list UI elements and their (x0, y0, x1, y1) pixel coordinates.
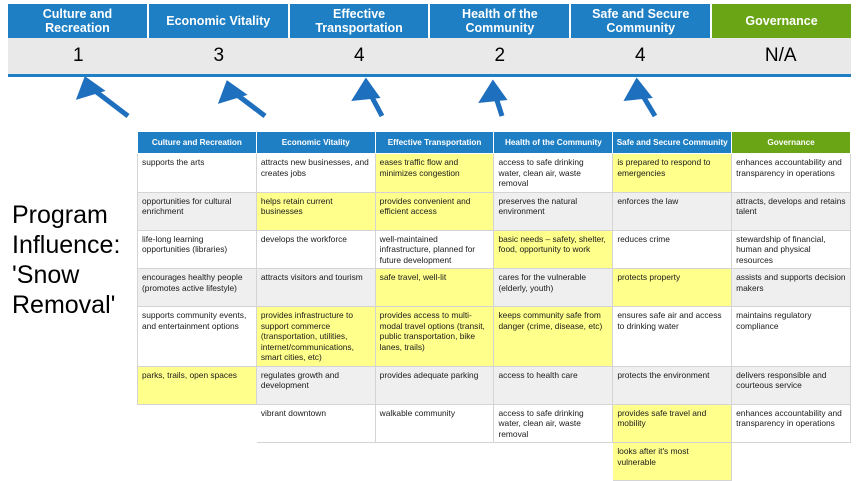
header-column-4: Safe and Secure Community (571, 4, 712, 38)
matrix-cell-r2-c4: reduces crime (613, 230, 732, 269)
matrix-cell-r7-c3 (494, 443, 613, 481)
matrix-cell-r4-c2: provides access to multi-modal travel options (transit, public transportation, bike lanes, trails) (375, 307, 494, 367)
matrix-cell-r4-c5: maintains regulatory compliance (732, 307, 851, 367)
matrix-cell-r3-c3: cares for the vulnerable (elderly, youth) (494, 269, 613, 307)
table-row (138, 366, 851, 404)
matrix-column-header-5: Governance (732, 132, 851, 154)
matrix-cell-r4-c4: ensures safe air and access to drinking water (613, 307, 732, 367)
table-row (138, 443, 851, 481)
header-column-3: Health of the Community (430, 4, 571, 38)
matrix-cell-r0-c4: is prepared to respond to emergencies (613, 154, 732, 193)
matrix-cell-r3-c0: encourages healthy people (promotes active lifestyle) (138, 269, 257, 307)
matrix-cell-r5-c0: parks, trails, open spaces (138, 366, 257, 404)
table-row (138, 230, 851, 269)
matrix-cell-r4-c1: provides infrastructure to support commerce (transportation, utilities, internet/communications, smart cities, etc) (256, 307, 375, 367)
page-title: Program Influence: 'Snow Removal' (12, 201, 121, 319)
matrix-cell-r5-c1: regulates growth and development (256, 366, 375, 404)
matrix-cell-r1-c5: attracts, develops and retains talent (732, 192, 851, 230)
matrix-cell-r3-c4: protects property (613, 269, 732, 307)
matrix-column-header-0: Culture and Recreation (138, 132, 257, 154)
matrix-cell-r2-c5: stewardship of financial, human and physical resources (732, 230, 851, 269)
matrix-column-header-1: Economic Vitality (256, 132, 375, 154)
matrix-cell-r1-c1: helps retain current businesses (256, 192, 375, 230)
header-column-0: Culture and Recreation (8, 4, 149, 38)
score-link-arrows (0, 76, 859, 131)
matrix-header-row (138, 132, 851, 154)
matrix-cell-r5-c3: access to health care (494, 366, 613, 404)
score-value-2: 4 (353, 45, 365, 66)
matrix-cell-r1-c3: preserves the natural environment (494, 192, 613, 230)
matrix-cell-r7-c0 (138, 443, 257, 481)
matrix-cell-r1-c2: provides convenient and efficient access (375, 192, 494, 230)
matrix-cell-r2-c2: well-maintained infrastructure, planned for future development (375, 230, 494, 269)
matrix-cell-r6-c5: enhances accountability and transparency in operations (732, 404, 851, 443)
matrix-cell-r6-c3: access to safe drinking water, clean air, waste removal (494, 404, 613, 443)
matrix-cell-r6-c2: walkable community (375, 404, 494, 443)
matrix-column-header-4: Safe and Secure Community (613, 132, 732, 154)
matrix-cell-r7-c4: looks after it's most vulnerable (613, 443, 732, 481)
scorecard-score-band (8, 38, 851, 77)
matrix-cell-r4-c3: keeps community safe from danger (crime, disease, etc) (494, 307, 613, 367)
matrix-cell-r0-c5: enhances accountability and transparency in operations (732, 154, 851, 193)
table-row (138, 269, 851, 307)
matrix-body (138, 154, 851, 481)
matrix-cell-r3-c2: safe travel, well-lit (375, 269, 494, 307)
header-column-5: Governance (712, 4, 851, 38)
table-row (138, 307, 851, 367)
score-value-3: 2 (494, 45, 506, 66)
matrix-cell-r5-c5: delivers responsible and courteous service (732, 366, 851, 404)
matrix-cell-r4-c0: supports community events, and entertainment options (138, 307, 257, 367)
matrix-cell-r7-c1 (256, 443, 375, 481)
score-value-4: 4 (634, 45, 646, 66)
matrix-cell-r2-c0: life-long learning opportunities (libraries) (138, 230, 257, 269)
influence-matrix (137, 131, 851, 481)
matrix-column-header-2: Effective Transportation (375, 132, 494, 154)
score-value-1: 3 (213, 45, 225, 66)
matrix-cell-r3-c1: attracts visitors and tourism (256, 269, 375, 307)
table-row (138, 154, 851, 193)
table-row (138, 192, 851, 230)
header-column-1: Economic Vitality (149, 4, 290, 38)
table-row (138, 404, 851, 443)
matrix-cell-r3-c5: assists and supports decision makers (732, 269, 851, 307)
matrix-cell-r6-c4: provides safe travel and mobility (613, 404, 732, 443)
scorecard-header-band (8, 4, 851, 38)
matrix-cell-r5-c4: protects the environment (613, 366, 732, 404)
matrix-cell-r7-c5 (732, 443, 851, 481)
matrix-cell-r6-c1: vibrant downtown (256, 404, 375, 443)
score-value-5: N/A (764, 45, 797, 66)
matrix-cell-r2-c1: develops the workforce (256, 230, 375, 269)
matrix-cell-r1-c4: enforces the law (613, 192, 732, 230)
matrix-cell-r5-c2: provides adequate parking (375, 366, 494, 404)
matrix-cell-r0-c0: supports the arts (138, 154, 257, 193)
matrix-column-header-3: Health of the Community (494, 132, 613, 154)
header-column-2: Effective Transportation (290, 4, 431, 38)
matrix-cell-r0-c2: eases traffic flow and minimizes congestion (375, 154, 494, 193)
matrix-cell-r7-c2 (375, 443, 494, 481)
score-value-0: 1 (72, 45, 84, 66)
matrix-cell-r6-c0 (138, 404, 257, 443)
matrix-cell-r2-c3: basic needs – safety, shelter, food, opportunity to work (494, 230, 613, 269)
matrix-cell-r0-c3: access to safe drinking water, clean air, waste removal (494, 154, 613, 193)
matrix-cell-r0-c1: attracts new businesses, and creates jobs (256, 154, 375, 193)
matrix-cell-r1-c0: opportunities for cultural enrichment (138, 192, 257, 230)
